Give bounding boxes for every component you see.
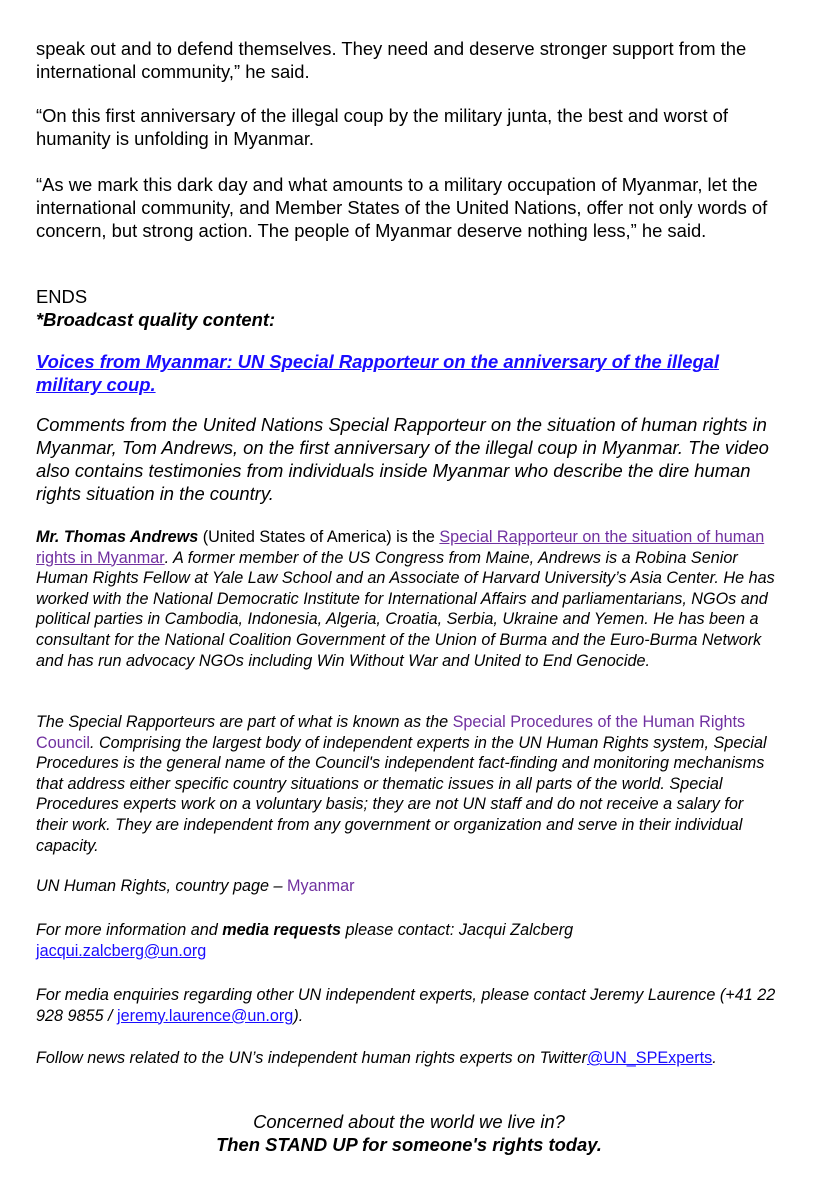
biography-paragraph: [36, 527, 776, 671]
media-contact-paragraph: [36, 920, 776, 961]
closing-line-2: Then STAND UP for someone's rights today.: [216, 1134, 602, 1155]
country-page-line: [36, 876, 776, 897]
biography-text: . A former member of the US Congress from Maine, Andrews is a Robina Senior Human Rights Fellow at Yale Law School and an Associate of Harvard University’s Asia Center. He has worked with the National Democratic Institute for International Affairs and parliamentarians, NGOs and political parties in Cambodia, Indonesia, Algeria, Croatia, Serbia, Ukraine and Yemen. He has been a consultant for the National Coalition Government of the Union of Burma and the Euro-Burma Network and has run advocacy NGOs including Win Without War and United to End Genocide.: [36, 548, 775, 670]
special-procedures-paragraph: [36, 712, 776, 856]
jeremy-email-link[interactable]: jeremy.laurence@un.org: [117, 1006, 294, 1025]
expert-country: (United States of America) is the: [198, 528, 440, 546]
video-link[interactable]: Voices from Myanmar: UN Special Rapporteur on the anniversary of the illegal military coup.: [36, 351, 720, 395]
ends-label: ENDS: [36, 286, 88, 307]
follow-suffix: .: [712, 1049, 717, 1067]
follow-prefix: Follow news related to the UN’s independent human rights experts on Twitter: [36, 1049, 587, 1067]
quote-paragraph-1: speak out and to defend themselves. They need and deserve stronger support from the international community,” he said.: [36, 38, 747, 82]
contact-prefix: For more information and: [36, 921, 223, 939]
country-page-label: UN Human Rights, country page –: [36, 877, 288, 895]
broadcast-heading: *Broadcast quality content:: [36, 309, 276, 330]
broadcast-block: [36, 350, 776, 396]
twitter-handle-link[interactable]: @UN_SPExperts: [586, 1049, 713, 1067]
other-experts-contact: [36, 985, 776, 1026]
other-contact-suffix: ).: [293, 1006, 304, 1025]
video-description: Comments from the United Nations Special Rapporteur on the situation of human rights in Myanmar, Tom Andrews, on the first anniversary of the illegal coup in Myanmar. The video also contains testimonies from individuals inside Myanmar who describe the dire human rights situation in the country.: [36, 414, 769, 504]
myanmar-country-link[interactable]: Myanmar: [287, 877, 355, 895]
closing-tagline: [0, 1110, 818, 1156]
procedures-text: . Comprising the largest body of independent experts in the UN Human Rights system, Special Procedures is the general name of the Council's independent fact-finding and monitoring mechanisms that address either specific country situations or thematic issues in all parts of the world. Special Procedures experts work on a voluntary basis; they are not UN staff and do not receive a salary for their work. They are independent from any government or organization and serve in their individual capacity.: [36, 733, 767, 855]
follow-paragraph: [36, 1048, 776, 1069]
quote-paragraph-3: “As we mark this dark day and what amounts to a military occupation of Myanmar, let the international community, and Member States of the United Nations, offer not only words of concern, but strong action. The people of Myanmar deserve nothing less,” he said.: [36, 174, 768, 241]
jacqui-email-link[interactable]: jacqui.zalcberg@un.org: [36, 941, 207, 960]
quote-paragraph-2: “On this first anniversary of the illegal coup by the military junta, the best and worst of humanity is unfolding in Myanmar.: [36, 105, 729, 149]
mandate-link[interactable]: Special Rapporteur on the situation of human rights in Myanmar: [36, 528, 765, 567]
contact-suffix: please contact: Jacqui Zalcberg: [341, 921, 574, 939]
closing-line-1: Concerned about the world we live in?: [253, 1111, 565, 1132]
procedures-intro: The Special Rapporteurs are part of what is known as the: [36, 713, 453, 731]
other-contact-prefix: For media enquiries regarding other UN independent experts, please contact Jeremy Laurence (+41 22 928 9855 /: [36, 986, 776, 1025]
media-requests-label: media requests: [222, 921, 342, 939]
expert-name: Mr. Thomas Andrews: [36, 528, 199, 546]
special-procedures-link[interactable]: Special Procedures of the Human Rights Council: [36, 713, 746, 752]
